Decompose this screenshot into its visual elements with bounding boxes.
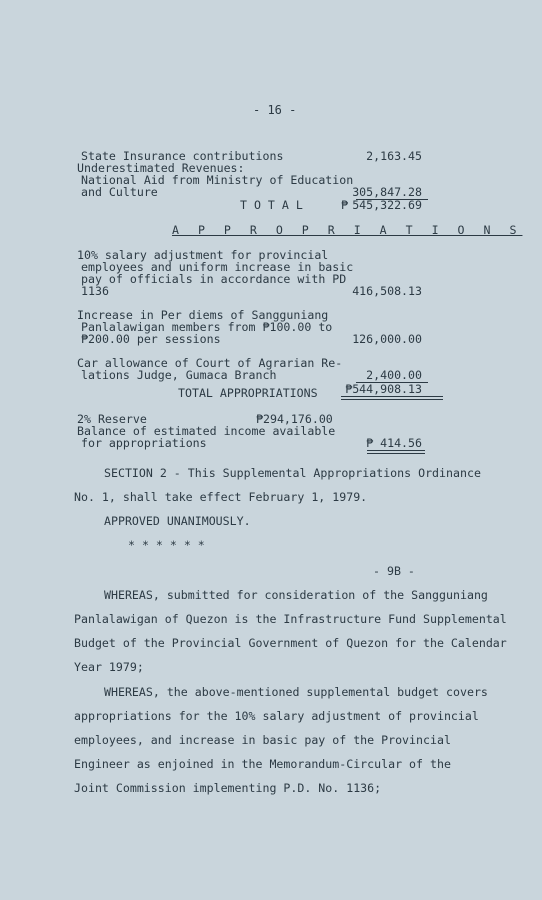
total-appropriations-amount: ₱544,908.13 xyxy=(345,382,422,396)
salary-line3: pay of officials in accordance with PD xyxy=(81,272,347,286)
per-diem-line2: Panlalawigan members from ₱100.00 to xyxy=(81,320,333,334)
balance-underline-1 xyxy=(367,450,425,451)
whereas2-line1: WHEREAS, the above-mentioned supplemental budget covers xyxy=(104,685,488,699)
salary-line1: 10% salary adjustment for provincial xyxy=(77,248,329,262)
resolution-number: - 9B - xyxy=(373,564,415,578)
whereas2-line4: Engineer as enjoined in the Memorandum-Circular of the xyxy=(74,757,451,771)
reserve-label: 2% Reserve xyxy=(77,412,147,426)
balance-line2: for appropriations xyxy=(81,436,207,450)
per-diem-amount: 126,000.00 xyxy=(352,332,422,346)
whereas2-line5: Joint Commission implementing P.D. No. 1136; xyxy=(74,781,382,795)
state-insurance-label: State Insurance contributions xyxy=(81,149,284,163)
total-peso-sign: ₱ xyxy=(341,198,348,212)
whereas2-line2: appropriations for the 10% salary adjustment of provincial xyxy=(74,709,479,723)
balance-line1: Balance of estimated income available xyxy=(77,424,336,438)
national-aid-line1: National Aid from Ministry of Education xyxy=(81,173,354,187)
total-amount: 545,322.69 xyxy=(352,198,422,212)
state-insurance-amount: 2,163.45 xyxy=(366,149,422,163)
reserve-amount: ₱294,176.00 xyxy=(256,412,333,426)
balance-underline-2 xyxy=(367,453,425,454)
total-appropriations-label: TOTAL APPROPRIATIONS xyxy=(178,386,318,400)
approved-unanimously: APPROVED UNANIMOUSLY. xyxy=(104,514,251,528)
car-allowance-line2: lations Judge, Gumaca Branch xyxy=(81,368,277,382)
section2-line2: No. 1, shall take effect February 1, 1979. xyxy=(74,490,368,504)
total-label: T O T A L xyxy=(240,198,303,212)
whereas1-line4: Year 1979; xyxy=(74,660,144,674)
per-diem-line1: Increase in Per diems of Sangguniang xyxy=(77,308,329,322)
whereas1-line1: WHEREAS, submitted for consideration of the Sangguniang xyxy=(104,588,488,602)
page-number: - 16 - xyxy=(253,103,297,117)
separator-stars: * * * * * * xyxy=(128,538,205,552)
car-allowance-amount: 2,400.00 xyxy=(366,368,422,382)
total-appropriations-underline-2 xyxy=(341,399,443,400)
car-allowance-line1: Car allowance of Court of Agrarian Re- xyxy=(77,356,343,370)
whereas1-line2: Panlalawigan of Quezon is the Infrastructure Fund Supplemental xyxy=(74,612,507,626)
per-diem-line3: ₱200.00 per sessions xyxy=(81,332,221,346)
appropriations-heading: A P P R O P R I A T I O N S xyxy=(172,223,523,237)
salary-line4: 1136 xyxy=(81,284,109,298)
salary-line2: employees and uniform increase in basic xyxy=(81,260,354,274)
national-aid-amount: 305,847.28 xyxy=(352,185,422,199)
national-aid-line2: and Culture xyxy=(81,185,158,199)
balance-amount: ₱ 414.56 xyxy=(366,436,422,450)
underestimated-label: Underestimated Revenues: xyxy=(77,161,245,175)
salary-amount: 416,508.13 xyxy=(352,284,422,298)
whereas1-line3: Budget of the Provincial Government of Quezon for the Calendar xyxy=(74,636,507,650)
total-appropriations-underline-1 xyxy=(341,396,443,397)
whereas2-line3: employees, and increase in basic pay of the Provincial xyxy=(74,733,451,747)
section2-line1: SECTION 2 - This Supplemental Appropriations Ordinance xyxy=(104,466,481,480)
